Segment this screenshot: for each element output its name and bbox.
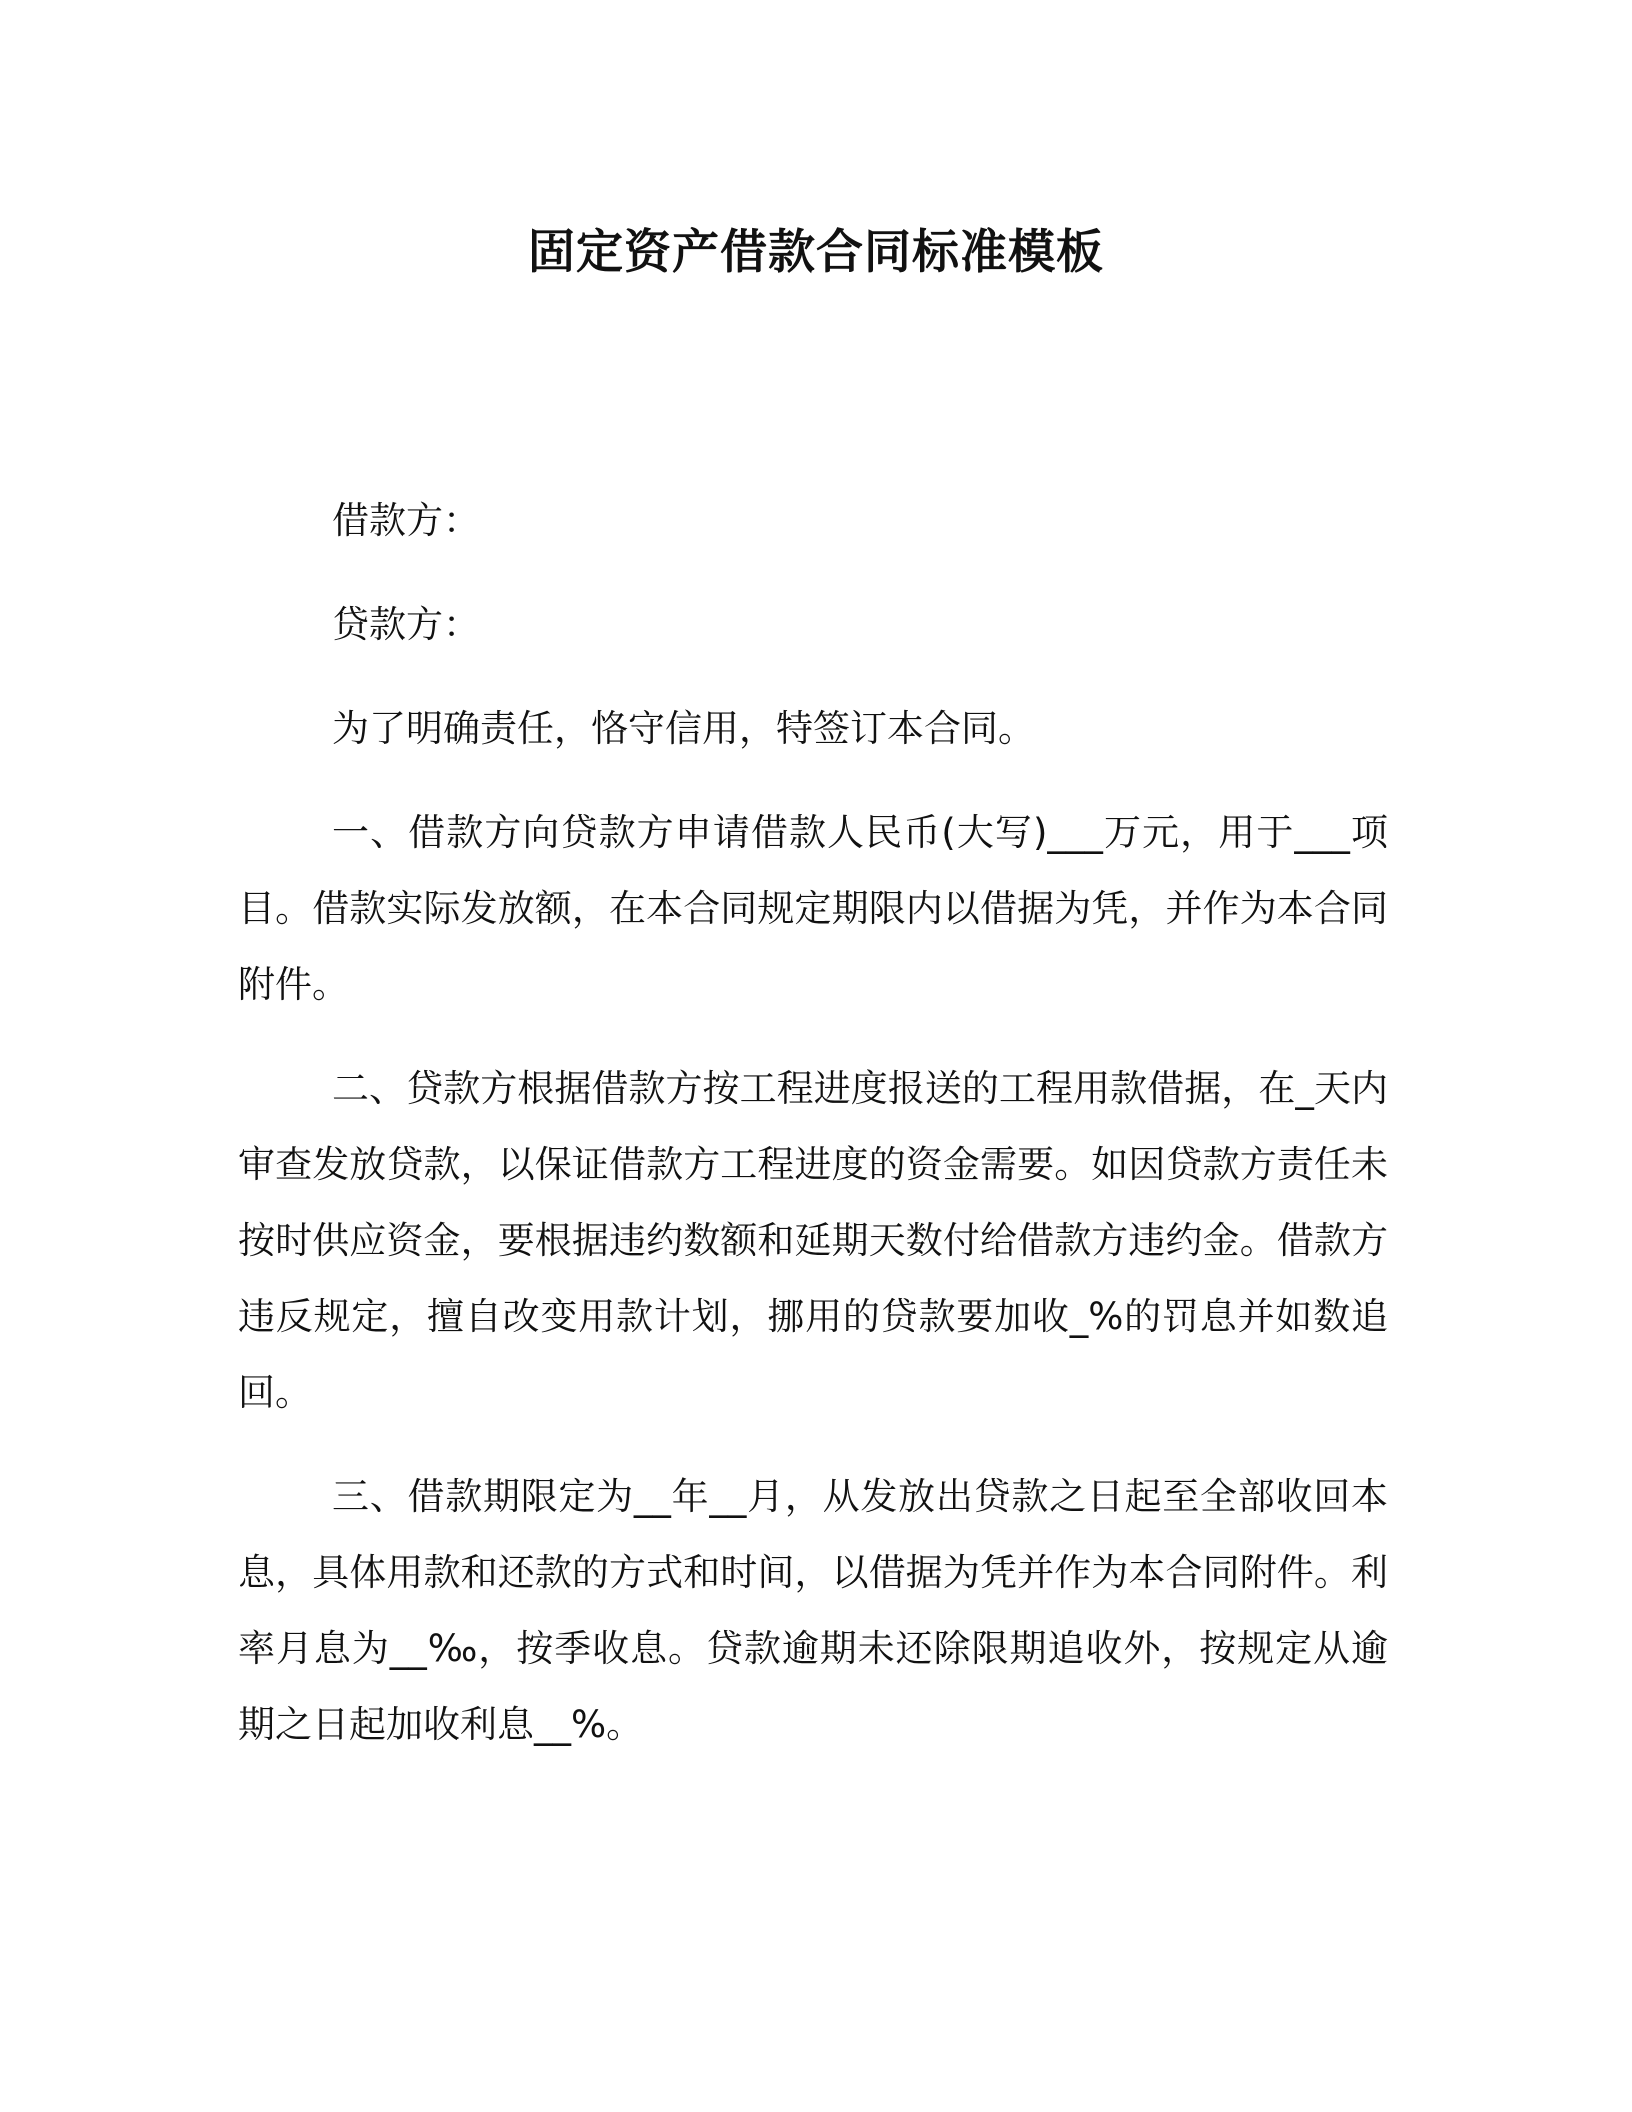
clause-2-paragraph: 二、贷款方根据借款方按工程进度报送的工程用款借据，在_天内审查发放贷款，以保证借款方工程进度的资金需要。如因贷款方责任未按时供应资金，要根据违约数额和延期天数付给借款方违约金。借款方违反规定，擅自改变用款计划，挪用的贷款要加收_%的罚息并如数追回。 [238, 1067, 1388, 1414]
clause-1-paragraph: 一、借款方向贷款方申请借款人民币(大写)___万元，用于___项目。借款实际发放额，在本合同规定期限内以借据为凭，并作为本合同附件。 [238, 811, 1388, 1006]
preamble-paragraph: 为了明确责任，恪守信用，特签订本合同。 [332, 707, 1035, 750]
borrower-label: 借款方： [332, 499, 480, 542]
document-body [238, 483, 1388, 1791]
lender-label: 贷款方： [332, 603, 480, 646]
clause-3-paragraph: 三、借款期限定为__年__月，从发放出贷款之日起至全部收回本息，具体用款和还款的方式和时间，以借据为凭并作为本合同附件。利率月息为__‰，按季收息。贷款逾期未还除限期追收外，按规定从逾期之日起加收利息__%。 [238, 1475, 1388, 1746]
document-title: 固定资产借款合同标准模板 [528, 225, 1104, 280]
